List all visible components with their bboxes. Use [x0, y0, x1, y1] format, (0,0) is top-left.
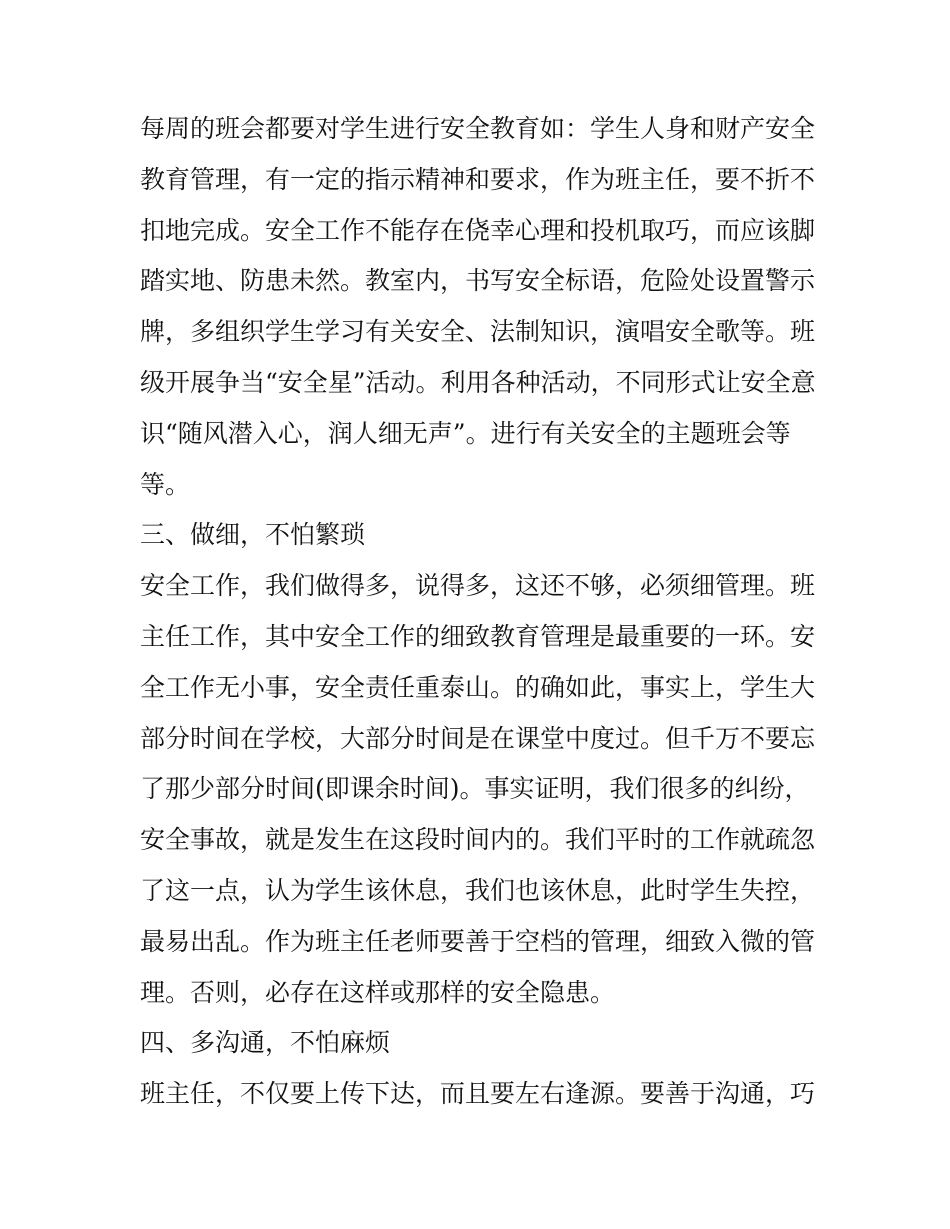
body-text-line: 踏实地、防患未然。教室内，书写安全标语，危险处设置警示 — [140, 266, 816, 296]
body-text-line: 等。 — [140, 469, 191, 499]
body-text-line: 了这一点，认为学生该休息，我们也该休息，此时学生失控， — [140, 875, 816, 905]
section-heading: 三、做细，不怕繁琐 — [140, 520, 366, 550]
body-text-line: 主任工作，其中安全工作的细致教育管理是最重要的一环。安 — [140, 621, 816, 651]
body-text-line: 最易出乱。作为班主任老师要善于空档的管理，细致入微的管 — [140, 926, 816, 956]
body-text-line: 全工作无小事，安全责任重泰山。的确如此，事实上，学生大 — [140, 672, 816, 702]
section-heading: 四、多沟通，不怕麻烦 — [140, 1028, 391, 1058]
body-text-line: 识“随风潜入心，润人细无声”。进行有关安全的主题班会等 — [140, 418, 791, 448]
body-text-line: 部分时间在学校，大部分时间是在课堂中度过。但千万不要忘 — [140, 723, 816, 753]
body-text-line: 了那少部分时间(即课余时间)。事实证明，我们很多的纠纷， — [140, 774, 810, 804]
document-body — [140, 104, 820, 1120]
body-text-line: 安全事故，就是发生在这段时间内的。我们平时的工作就疏忽 — [140, 825, 816, 855]
body-text-line: 每周的班会都要对学生进行安全教育如：学生人身和财产安全 — [140, 114, 816, 143]
body-text-line: 理。否则，必存在这样或那样的安全隐患。 — [140, 977, 616, 1007]
body-text-line: 级开展争当“安全星”活动。利用各种活动，不同形式让安全意 — [140, 367, 816, 397]
body-text-line: 牌，多组织学生学习有关安全、法制知识，演唱安全歌等。班 — [140, 317, 816, 347]
body-text-line: 安全工作，我们做得多，说得多，这还不够，必须细管理。班 — [140, 571, 816, 601]
body-text-line: 教育管理，有一定的指示精神和要求，作为班主任，要不折不 — [140, 164, 816, 194]
body-text-line: 班主任，不仅要上传下达，而且要左右逢源。要善于沟通，巧 — [140, 1079, 816, 1109]
body-text-line: 扣地完成。安全工作不能存在侥幸心理和投机取巧，而应该脚 — [140, 215, 816, 245]
